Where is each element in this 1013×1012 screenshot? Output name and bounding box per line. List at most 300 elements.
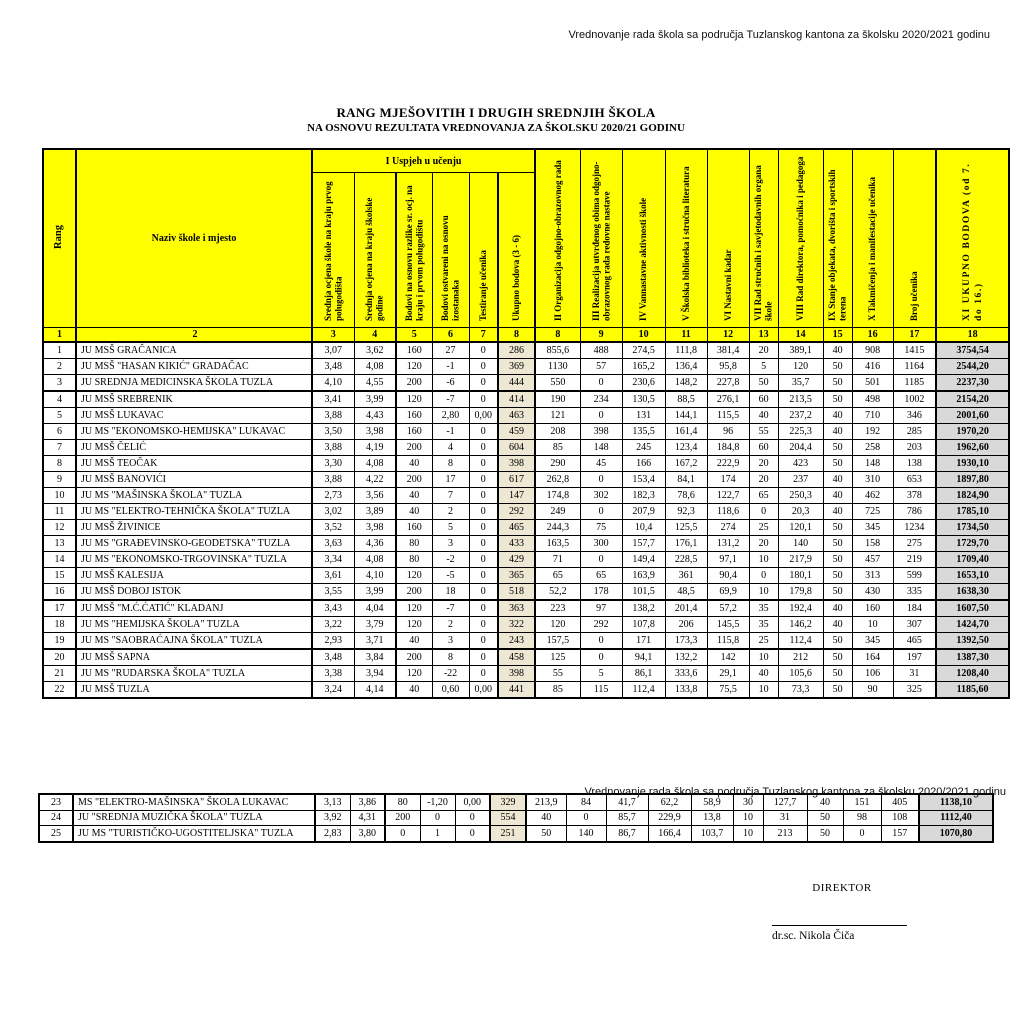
total-points-cell: 1729,70 <box>936 536 1009 552</box>
value-cell: 112,4 <box>778 633 823 650</box>
value-cell: 0 <box>420 810 455 826</box>
value-cell: 122,7 <box>707 488 749 504</box>
value-cell: 94,1 <box>622 649 665 666</box>
rank-cell: 3 <box>43 375 76 392</box>
value-cell: 207,9 <box>622 504 665 520</box>
value-cell: 40 <box>823 472 852 488</box>
value-cell: 85 <box>535 440 580 456</box>
value-cell: 3,80 <box>350 826 385 842</box>
value-cell: 17 <box>893 328 936 343</box>
value-cell: 73,3 <box>778 682 823 699</box>
value-cell: 3,88 <box>312 440 354 456</box>
value-cell: 120 <box>396 666 432 682</box>
value-cell: 200 <box>385 810 420 826</box>
value-cell: 50 <box>823 359 852 375</box>
value-cell: 381,4 <box>707 342 749 359</box>
value-cell: 120 <box>396 617 432 633</box>
rank-cell: 23 <box>39 794 73 810</box>
value-cell: 262,8 <box>535 472 580 488</box>
value-cell: 0 <box>469 440 498 456</box>
school-name-cell: JU MSŠ ČELIĆ <box>76 440 312 456</box>
value-cell: 3,88 <box>312 408 354 424</box>
value-cell: 97 <box>580 600 622 617</box>
ukupno-bodova-cell: 518 <box>498 584 535 601</box>
value-cell: 115,5 <box>707 408 749 424</box>
value-cell: 50 <box>823 536 852 552</box>
value-cell: 3,98 <box>354 520 396 536</box>
value-cell: 8 <box>432 649 469 666</box>
value-cell: 3,34 <box>312 552 354 568</box>
value-cell: 5 <box>396 328 432 343</box>
value-cell: 62,2 <box>648 794 691 810</box>
value-cell: 3,22 <box>312 617 354 633</box>
total-points-cell: 2154,20 <box>936 391 1009 408</box>
value-cell: 204,4 <box>778 440 823 456</box>
value-cell: 0 <box>469 520 498 536</box>
value-cell: 20 <box>749 342 778 359</box>
value-cell: 60 <box>749 391 778 408</box>
ukupno-bodova-cell: 441 <box>498 682 535 699</box>
total-points-cell: 1930,10 <box>936 456 1009 472</box>
value-cell: 3,99 <box>354 584 396 601</box>
ukupno-bodova-cell: 444 <box>498 375 535 392</box>
column-number-row <box>43 328 1009 343</box>
school-row <box>43 391 1009 408</box>
value-cell: 0 <box>469 666 498 682</box>
header-ukupno-3-6: Ukupno bodova (3 - 6) <box>498 173 535 328</box>
ukupno-bodova-cell: 251 <box>490 826 526 842</box>
value-cell: 3,88 <box>312 472 354 488</box>
school-row <box>43 504 1009 520</box>
rank-cell: 8 <box>43 456 76 472</box>
total-points-cell: 1070,80 <box>919 826 993 842</box>
value-cell: 653 <box>893 472 936 488</box>
value-cell: 50 <box>526 826 566 842</box>
value-cell: 148 <box>580 440 622 456</box>
value-cell: 275 <box>893 536 936 552</box>
ranking-table-continued <box>38 793 994 843</box>
value-cell: 0 <box>469 504 498 520</box>
value-cell: 725 <box>852 504 893 520</box>
value-cell: 1002 <box>893 391 936 408</box>
value-cell: 0 <box>469 536 498 552</box>
value-cell: 10 <box>852 617 893 633</box>
value-cell: 55 <box>749 424 778 440</box>
value-cell: 335 <box>893 584 936 601</box>
value-cell: 192 <box>852 424 893 440</box>
value-cell: 50 <box>823 568 852 584</box>
value-cell: 40 <box>823 424 852 440</box>
value-cell: 161,4 <box>665 424 707 440</box>
value-cell: 3,30 <box>312 456 354 472</box>
value-cell: 0,00 <box>455 794 490 810</box>
value-cell: 285 <box>893 424 936 440</box>
ukupno-bodova-cell: 365 <box>498 568 535 584</box>
value-cell: 27 <box>432 342 469 359</box>
value-cell: 50 <box>823 520 852 536</box>
value-cell: 40 <box>823 488 852 504</box>
value-cell: 7 <box>469 328 498 343</box>
rank-cell: 7 <box>43 440 76 456</box>
value-cell: 245 <box>622 440 665 456</box>
value-cell: 7 <box>432 488 469 504</box>
value-cell: 302 <box>580 488 622 504</box>
school-row <box>43 375 1009 392</box>
value-cell: 90,4 <box>707 568 749 584</box>
header-bodovi-razlika: Bodovi na osnovu razlike sr. ocj. na kraju i prvom polugodištu <box>396 173 432 328</box>
value-cell: 160 <box>396 520 432 536</box>
value-cell: 3,24 <box>312 682 354 699</box>
value-cell: 2,73 <box>312 488 354 504</box>
total-points-cell: 1387,30 <box>936 649 1009 666</box>
school-row <box>43 520 1009 536</box>
value-cell: 2,93 <box>312 633 354 650</box>
school-row <box>43 536 1009 552</box>
rank-cell: 25 <box>39 826 73 842</box>
value-cell: 8 <box>535 328 580 343</box>
value-cell: 85,7 <box>606 810 648 826</box>
value-cell: 258 <box>852 440 893 456</box>
rank-cell: 1 <box>43 342 76 359</box>
value-cell: 3,63 <box>312 536 354 552</box>
value-cell: 105,6 <box>778 666 823 682</box>
value-cell: 151 <box>843 794 881 810</box>
value-cell: 3,99 <box>354 391 396 408</box>
value-cell: 10 <box>733 810 763 826</box>
value-cell: 50 <box>807 826 843 842</box>
value-cell: 50 <box>823 552 852 568</box>
value-cell: 3,86 <box>350 794 385 810</box>
value-cell: 131 <box>622 408 665 424</box>
rank-cell: 15 <box>43 568 76 584</box>
value-cell: 3,55 <box>312 584 354 601</box>
value-cell: 153,4 <box>622 472 665 488</box>
header-biblioteka: V Školska biblioteka i stručna literatura <box>665 149 707 328</box>
value-cell: 131,2 <box>707 536 749 552</box>
value-cell: 25 <box>749 520 778 536</box>
value-cell: 69,9 <box>707 584 749 601</box>
value-cell: 4,43 <box>354 408 396 424</box>
value-cell: 389,1 <box>778 342 823 359</box>
value-cell: 20,3 <box>778 504 823 520</box>
value-cell: 276,1 <box>707 391 749 408</box>
school-name-cell: JU MS "EKONOMSKO-HEMIJSKA" LUKAVAC <box>76 424 312 440</box>
value-cell: 50 <box>823 375 852 392</box>
value-cell: 40 <box>823 617 852 633</box>
value-cell: 908 <box>852 342 893 359</box>
value-cell: -6 <box>432 375 469 392</box>
ukupno-bodova-cell: 322 <box>498 617 535 633</box>
value-cell: 3,61 <box>312 568 354 584</box>
value-cell: 29,1 <box>707 666 749 682</box>
value-cell: 200 <box>396 472 432 488</box>
value-cell: 50 <box>823 584 852 601</box>
value-cell: 3 <box>432 633 469 650</box>
ukupno-bodova-cell: 363 <box>498 600 535 617</box>
value-cell: 132,2 <box>665 649 707 666</box>
school-name-cell: JU MS "ELEKTRO-TEHNIČKA ŠKOLA" TUZLA <box>76 504 312 520</box>
value-cell: 3,48 <box>312 649 354 666</box>
school-name-cell: JU MSŠ "HASAN KIKIĆ" GRADAČAC <box>76 359 312 375</box>
value-cell: 41,7 <box>606 794 648 810</box>
value-cell: 30 <box>733 794 763 810</box>
value-cell: 164 <box>852 649 893 666</box>
value-cell: 167,2 <box>665 456 707 472</box>
value-cell: 148 <box>852 456 893 472</box>
value-cell: 98 <box>843 810 881 826</box>
value-cell: 40 <box>823 342 852 359</box>
header-uspjeh-group: I Uspjeh u učenju <box>312 149 535 173</box>
value-cell: 0 <box>469 391 498 408</box>
total-points-cell: 1734,50 <box>936 520 1009 536</box>
running-header-page2: Vrednovanje rada škola sa područja Tuzlanskog kantona za školsku 2020/2021 godinu <box>584 786 1006 798</box>
rank-cell: 16 <box>43 584 76 601</box>
value-cell: 158 <box>852 536 893 552</box>
total-points-cell: 2237,30 <box>936 375 1009 392</box>
value-cell: 212 <box>778 649 823 666</box>
value-cell: 501 <box>852 375 893 392</box>
value-cell: 786 <box>893 504 936 520</box>
school-name-cell: JU MS "MAŠINSKA ŠKOLA" TUZLA <box>76 488 312 504</box>
rank-cell: 6 <box>43 424 76 440</box>
value-cell: 10 <box>749 649 778 666</box>
rank-cell: 19 <box>43 633 76 650</box>
value-cell: 206 <box>665 617 707 633</box>
school-name-cell: JU MS "GRAĐEVINSKO-GEODETSKA" TUZLA <box>76 536 312 552</box>
value-cell: 4,10 <box>354 568 396 584</box>
value-cell: 249 <box>535 504 580 520</box>
value-cell: 20 <box>749 536 778 552</box>
value-cell: 0 <box>455 810 490 826</box>
value-cell: 223 <box>535 600 580 617</box>
value-cell: 0 <box>580 408 622 424</box>
value-cell: 3,48 <box>312 359 354 375</box>
value-cell: 208 <box>535 424 580 440</box>
total-points-cell: 1392,50 <box>936 633 1009 650</box>
value-cell: 290 <box>535 456 580 472</box>
ukupno-bodova-cell: 458 <box>498 649 535 666</box>
value-cell: 108 <box>881 810 919 826</box>
value-cell: 40 <box>823 504 852 520</box>
value-cell: 213,9 <box>526 794 566 810</box>
value-cell: 0 <box>749 568 778 584</box>
value-cell: 3,71 <box>354 633 396 650</box>
value-cell: 190 <box>535 391 580 408</box>
school-name-cell: JU MSŠ TEOČAK <box>76 456 312 472</box>
value-cell: 14 <box>778 328 823 343</box>
value-cell: 120 <box>396 568 432 584</box>
value-cell: 405 <box>881 794 919 810</box>
ukupno-bodova-cell: 398 <box>498 456 535 472</box>
signature-name: dr.sc. Nikola Čiča <box>772 930 855 942</box>
value-cell: 0 <box>469 552 498 568</box>
value-cell: 75 <box>580 520 622 536</box>
value-cell: 274,5 <box>622 342 665 359</box>
value-cell: 85 <box>535 682 580 699</box>
value-cell: 179,8 <box>778 584 823 601</box>
ukupno-bodova-cell: 292 <box>498 504 535 520</box>
total-points-cell: 1653,10 <box>936 568 1009 584</box>
value-cell: 292 <box>580 617 622 633</box>
value-cell: 4,22 <box>354 472 396 488</box>
value-cell: 1130 <box>535 359 580 375</box>
value-cell: 4,55 <box>354 375 396 392</box>
value-cell: 203 <box>893 440 936 456</box>
value-cell: 65 <box>580 568 622 584</box>
rank-cell: 12 <box>43 520 76 536</box>
header-takmicenja: X Takmičenja i manifestacije učenika <box>852 149 893 328</box>
value-cell: 710 <box>852 408 893 424</box>
value-cell: 0 <box>469 488 498 504</box>
school-name-cell: JU MSŠ LUKAVAC <box>76 408 312 424</box>
value-cell: 125 <box>535 649 580 666</box>
total-points-cell: 1112,40 <box>919 810 993 826</box>
school-row <box>43 488 1009 504</box>
value-cell: 3,98 <box>354 424 396 440</box>
value-cell: 5 <box>432 520 469 536</box>
value-cell: 346 <box>893 408 936 424</box>
value-cell: 0 <box>469 633 498 650</box>
value-cell: 50 <box>823 666 852 682</box>
value-cell: 121 <box>535 408 580 424</box>
value-cell: 1164 <box>893 359 936 375</box>
value-cell: 0 <box>566 810 606 826</box>
value-cell: 4,31 <box>350 810 385 826</box>
value-cell: 333,6 <box>665 666 707 682</box>
school-name-cell: JU MSŠ TUZLA <box>76 682 312 699</box>
ukupno-bodova-cell: 398 <box>498 666 535 682</box>
value-cell: 58,9 <box>691 794 733 810</box>
value-cell: 86,7 <box>606 826 648 842</box>
header-vannastavne: IV Vannastavne aktivnosti škole <box>622 149 665 328</box>
total-points-cell: 1138,10 <box>919 794 993 810</box>
value-cell: 313 <box>852 568 893 584</box>
value-cell: -7 <box>432 600 469 617</box>
value-cell: 135,5 <box>622 424 665 440</box>
value-cell: -22 <box>432 666 469 682</box>
value-cell: 107,8 <box>622 617 665 633</box>
value-cell: 244,3 <box>535 520 580 536</box>
value-cell: 50 <box>823 440 852 456</box>
value-cell: 80 <box>396 552 432 568</box>
school-row <box>43 440 1009 456</box>
ukupno-bodova-cell: 604 <box>498 440 535 456</box>
header-naziv: Naziv škole i mjesto <box>76 149 312 328</box>
value-cell: 345 <box>852 520 893 536</box>
value-cell: 55 <box>535 666 580 682</box>
school-row <box>43 682 1009 699</box>
value-cell: 10,4 <box>622 520 665 536</box>
school-name-cell: JU MSŠ KALESIJA <box>76 568 312 584</box>
value-cell: 0 <box>469 584 498 601</box>
total-points-cell: 18 <box>936 328 1009 343</box>
value-cell: 200 <box>396 375 432 392</box>
value-cell: 222,9 <box>707 456 749 472</box>
value-cell: 488 <box>580 342 622 359</box>
header-ocjena-godina: Srednja ocjena na kraju školske godine <box>354 173 396 328</box>
value-cell: 118,6 <box>707 504 749 520</box>
value-cell: 0 <box>469 359 498 375</box>
value-cell: 48,5 <box>665 584 707 601</box>
rank-cell: 10 <box>43 488 76 504</box>
value-cell: 274 <box>707 520 749 536</box>
value-cell: 40 <box>749 666 778 682</box>
rank-cell: 2 <box>43 359 76 375</box>
value-cell: 5 <box>749 359 778 375</box>
value-cell: 1415 <box>893 342 936 359</box>
value-cell: 4,14 <box>354 682 396 699</box>
value-cell: 10 <box>622 328 665 343</box>
value-cell: 120 <box>535 617 580 633</box>
school-row <box>43 472 1009 488</box>
value-cell: 157,7 <box>622 536 665 552</box>
value-cell: 25 <box>749 633 778 650</box>
total-points-cell: 1424,70 <box>936 617 1009 633</box>
rank-cell: 21 <box>43 666 76 682</box>
value-cell: 174,8 <box>535 488 580 504</box>
school-name-cell: JU MS "HEMIJSKA ŠKOLA" TUZLA <box>76 617 312 633</box>
value-cell: 3,52 <box>312 520 354 536</box>
rank-cell: 14 <box>43 552 76 568</box>
school-name-cell: JU MSŠ BANOVIĆI <box>76 472 312 488</box>
value-cell: 855,6 <box>535 342 580 359</box>
value-cell: 184,8 <box>707 440 749 456</box>
value-cell: 65 <box>535 568 580 584</box>
value-cell: 50 <box>749 375 778 392</box>
value-cell: 144,1 <box>665 408 707 424</box>
value-cell: 0 <box>749 504 778 520</box>
value-cell: 65 <box>749 488 778 504</box>
value-cell: 378 <box>893 488 936 504</box>
header-realizacija: III Realizacija utvrđenog obima odgojno-obrazovnog rada redovne nastave <box>580 149 622 328</box>
rank-cell: 9 <box>43 472 76 488</box>
value-cell: 160 <box>396 424 432 440</box>
value-cell: 8 <box>432 456 469 472</box>
value-cell: 57 <box>580 359 622 375</box>
value-cell: 4 <box>354 328 396 343</box>
school-row <box>43 568 1009 584</box>
value-cell: 4,08 <box>354 552 396 568</box>
value-cell: 0 <box>580 375 622 392</box>
header-nastavni-kadar: VI Nastavni kadar <box>707 149 749 328</box>
school-name-cell: JU MS "EKONOMSKO-TRGOVINSKA" TUZLA <box>76 552 312 568</box>
value-cell: -1 <box>432 359 469 375</box>
value-cell: 0 <box>469 617 498 633</box>
table-body-continued <box>39 794 993 842</box>
value-cell: 0,00 <box>469 682 498 699</box>
value-cell: 398 <box>580 424 622 440</box>
ukupno-bodova-cell: 463 <box>498 408 535 424</box>
value-cell: 149,4 <box>622 552 665 568</box>
value-cell: 133,8 <box>665 682 707 699</box>
value-cell: 178 <box>580 584 622 601</box>
value-cell: 115 <box>580 682 622 699</box>
ukupno-bodova-cell: 554 <box>490 810 526 826</box>
value-cell: 31 <box>893 666 936 682</box>
school-row <box>43 359 1009 375</box>
rank-cell: 20 <box>43 649 76 666</box>
value-cell: 457 <box>852 552 893 568</box>
value-cell: 430 <box>852 584 893 601</box>
value-cell: 120 <box>396 600 432 617</box>
value-cell: 136,4 <box>665 359 707 375</box>
value-cell: 145,5 <box>707 617 749 633</box>
value-cell: 6 <box>432 328 469 343</box>
school-row <box>39 810 993 826</box>
value-cell: 4,19 <box>354 440 396 456</box>
value-cell: 180,1 <box>778 568 823 584</box>
value-cell: 10 <box>749 682 778 699</box>
